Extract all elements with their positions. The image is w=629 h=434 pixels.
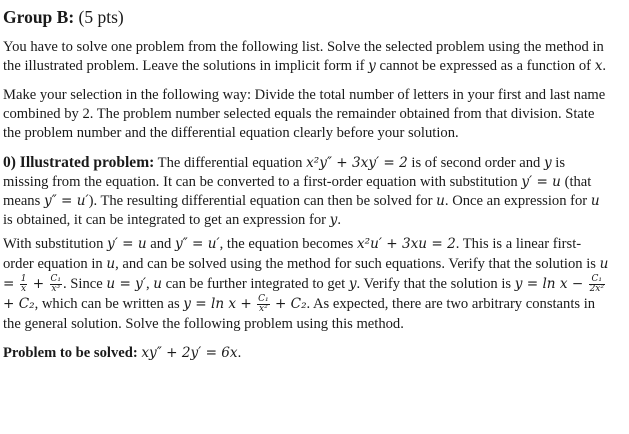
text: . (237, 345, 242, 362)
math-var: u (436, 193, 445, 209)
intro-text: . (602, 58, 607, 74)
fraction-denominator: x³ (51, 284, 61, 295)
problem-label: Problem to be solved: (3, 345, 138, 362)
fraction-numerator: C₁ (589, 275, 605, 285)
equation: y = ln x − (514, 276, 588, 292)
heading-points: (5 pts) (78, 7, 124, 27)
equation: + C₂ (270, 296, 307, 313)
math-var: y (348, 276, 357, 292)
text: is of second order and (407, 155, 544, 171)
fraction-numerator: 1 (20, 274, 27, 285)
math-var: y (329, 212, 338, 228)
text: , and can be solved using the method for such equations. Verify that the solution is (115, 256, 600, 272)
fraction (589, 275, 605, 294)
equation: x²u′ + 3xu = 2 (356, 236, 456, 252)
intro-text: cannot be expressed as a function of (375, 58, 595, 74)
fraction-numerator: C₁ (258, 294, 269, 305)
text: . Once an expression for (444, 193, 591, 209)
equation: y′ = u (521, 174, 561, 190)
text: is missing from the equation. It can be converted to a first-order equation with substitution (3, 155, 566, 190)
text: is obtained, it can be integrated to get an expression for (3, 212, 330, 228)
math-var: u (590, 193, 600, 209)
text: The differential equation (154, 155, 307, 171)
heading-title: Group B: (3, 7, 75, 27)
illustrated-label: 0) Illustrated problem: (3, 154, 155, 171)
intro-text: You have to solve one problem from the following list. Solve the selected problem using the method in the illustrated problem. Leave the solutions in implicit form if (3, 39, 604, 74)
equation: y″ = u′ (174, 236, 220, 252)
text: . (337, 212, 341, 228)
math-var: u (106, 256, 116, 272)
text: , which can be written as (34, 296, 184, 313)
math-var: y (368, 58, 376, 74)
text: . Since (63, 276, 107, 292)
fraction (20, 275, 28, 294)
text: . This is a linear first-order equation in (3, 236, 582, 272)
text: , the equation becomes (219, 236, 357, 252)
text: , (145, 276, 154, 292)
text: With substitution (3, 236, 108, 252)
substitution-paragraph (3, 234, 609, 334)
equation: x²y″ + 3xy′ = 2 (306, 155, 408, 171)
fraction (50, 275, 63, 294)
fraction-denominator: x² (259, 304, 268, 315)
problem-paragraph (3, 344, 609, 363)
document-page (3, 6, 609, 373)
equation: + (28, 276, 49, 292)
equation: u = y′ (106, 276, 146, 292)
section-heading (3, 6, 609, 28)
text: . Verify that the solution is (356, 276, 515, 292)
fraction-numerator: C₁ (50, 274, 61, 285)
problem-equation: xy″ + 2y′ = 6x (141, 345, 238, 362)
equation: u = (3, 256, 609, 292)
text: can be further integrated to get (162, 276, 349, 292)
fraction (257, 295, 270, 314)
equation: y′ = u (107, 236, 147, 252)
math-var: x (594, 58, 603, 74)
intro-paragraph (3, 38, 609, 76)
fraction-denominator: x (21, 284, 27, 295)
equation: + C₂ (3, 296, 35, 313)
equation: y = ln x + (183, 296, 257, 313)
equation: y″ = u′ (43, 193, 89, 209)
fraction-denominator: 2x² (589, 284, 604, 295)
text: ). The resulting differential equation can then be solved for (88, 193, 437, 209)
illustrated-paragraph (3, 153, 609, 230)
text: . As expected, there are two arbitrary constants in the general solution. Solve the following problem using this method. (3, 296, 596, 333)
math-var: y (543, 155, 552, 171)
text: (that means (3, 174, 592, 209)
math-var: u (153, 276, 162, 292)
text: and (146, 236, 175, 252)
selection-paragraph: Make your selection in the following way: Divide the total number of letters in your first and last name combined by 2. The problem number selected equals the remainder obtained from that division. State the problem number and the differential equation clearly before your solution. (3, 87, 606, 141)
